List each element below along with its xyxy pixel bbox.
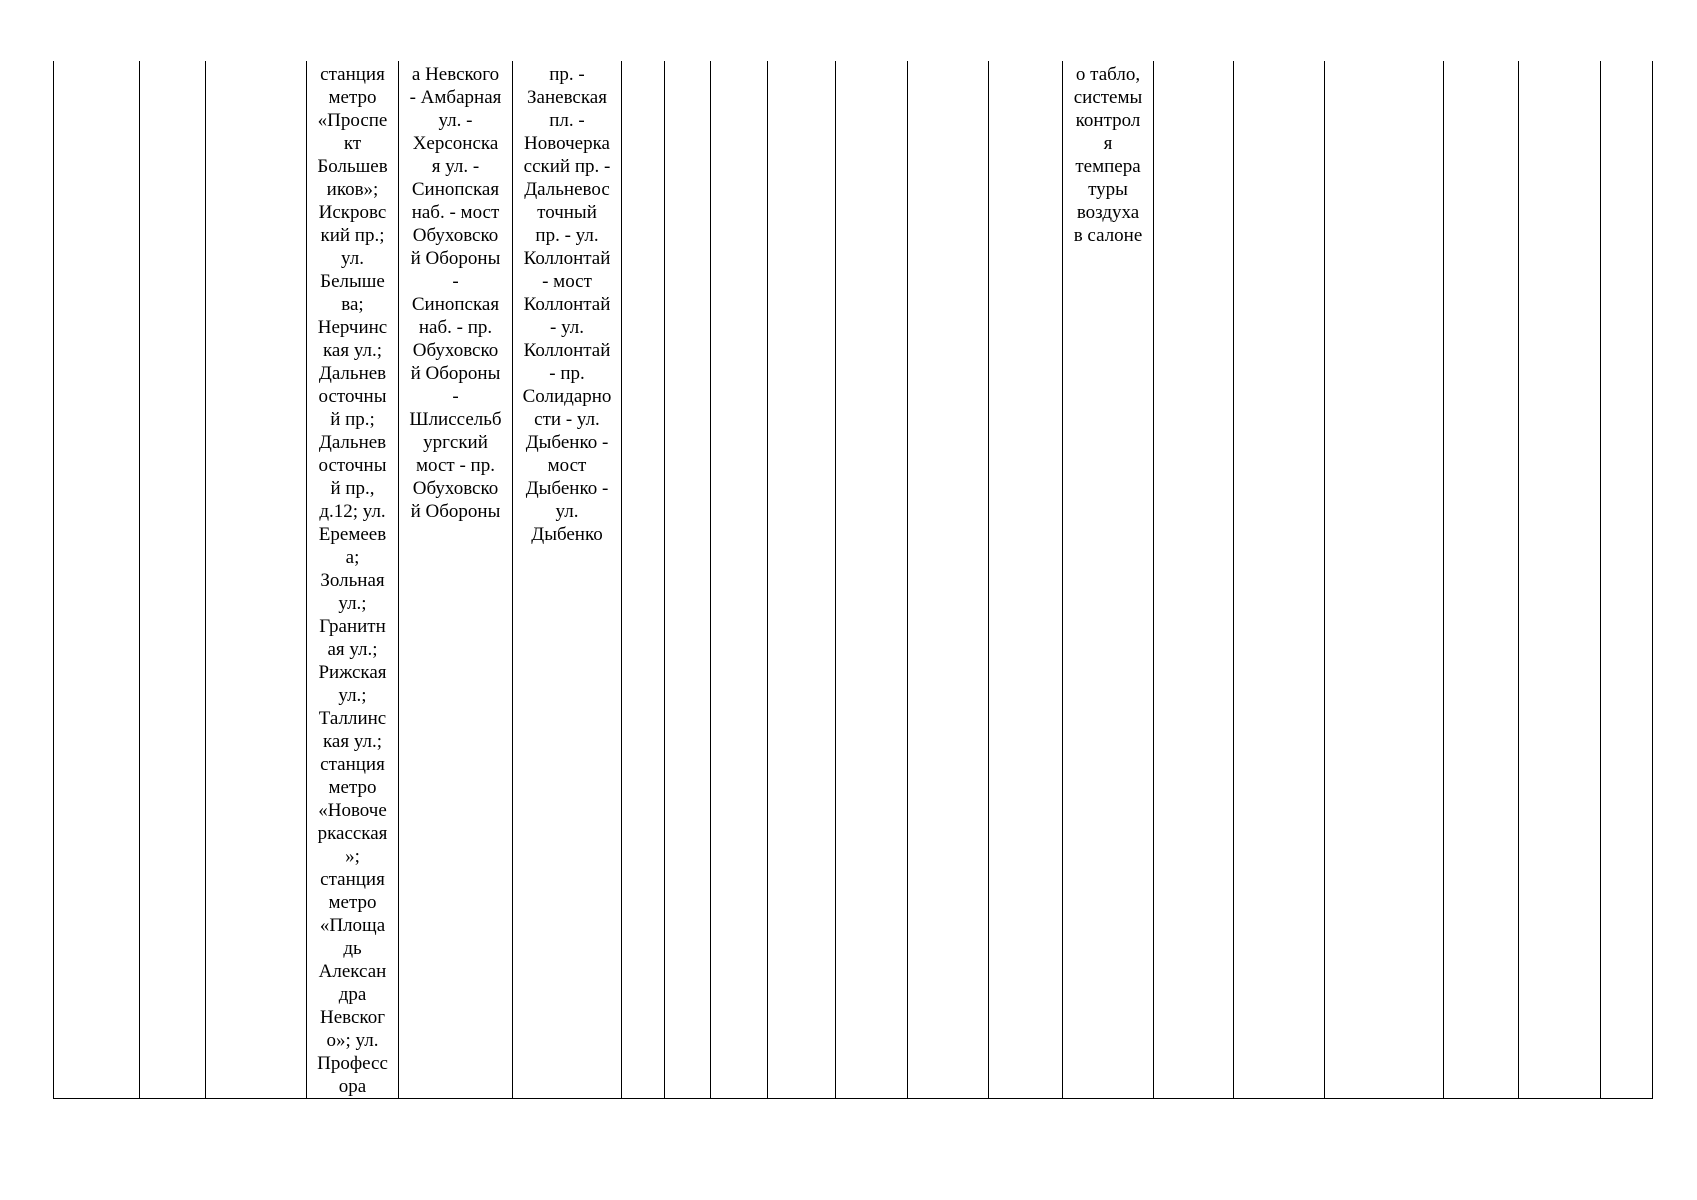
cell-line: Дыбенко (531, 524, 603, 545)
cell-line: а Невского (411, 64, 500, 85)
column-border (205, 61, 206, 1099)
cell-line: Обуховско (412, 478, 499, 499)
cell-line: Таллинс (318, 708, 387, 729)
column-border (1153, 61, 1154, 1099)
cell-line: Зольная (320, 570, 385, 591)
cell-line: кт (343, 133, 362, 154)
cell-line: ва; (341, 294, 364, 315)
cell-line: станция (320, 64, 385, 85)
cell-line: станция (320, 754, 385, 775)
cell-line: »; (345, 846, 360, 867)
cell-line: я ул. - (431, 156, 480, 177)
cell-line: - ул. (550, 317, 584, 338)
column-border (907, 61, 908, 1099)
cell-line: «Новоче (318, 800, 387, 821)
cell-line: Невског (319, 1007, 385, 1028)
cell-line: метро (328, 777, 377, 798)
cell-line: дра (338, 984, 367, 1005)
cell-line: ургский (423, 432, 488, 453)
cell-line: мост - пр. (416, 455, 495, 476)
cell-line: ая ул.; (327, 639, 378, 660)
cell-line: метро (328, 87, 377, 108)
cell-line: Дальнев (318, 432, 387, 453)
column-border (621, 61, 622, 1099)
cell-line: пр. - (549, 64, 585, 85)
cell-line: туры (1088, 179, 1128, 200)
cell-line: дь (343, 938, 362, 959)
column-border (988, 61, 989, 1099)
cell-line: наб. - пр. (418, 317, 493, 338)
cell-line: осточны (318, 455, 387, 476)
cell-line: пр. - ул. (535, 225, 599, 246)
cell-line: Шлиссельб (409, 409, 502, 430)
cell-line: Обуховско (412, 340, 499, 361)
cell-line: - мост (542, 271, 592, 292)
cell-line: - Амбарная (409, 87, 502, 108)
cell-line: воздуха (1076, 202, 1140, 223)
cell-line: сти - ул. (534, 409, 600, 430)
column-border (1324, 61, 1325, 1099)
column-border (835, 61, 836, 1099)
cell-line: Новочерка (524, 133, 610, 154)
cell-line: Коллонтай (523, 248, 611, 269)
cell-line: Заневская (527, 87, 607, 108)
cell-line: Професс (317, 1053, 388, 1074)
cell-line: осточны (318, 386, 387, 407)
column-border (53, 61, 54, 1099)
column-border (1443, 61, 1444, 1099)
cell-line: Синопская (411, 294, 500, 315)
cell-line: я (1103, 133, 1113, 154)
cell-line: Дальневос (524, 179, 610, 200)
cell-line: Нерчинс (317, 317, 388, 338)
column-border (1233, 61, 1234, 1099)
cell-line: й пр.; (330, 409, 375, 430)
column-border (767, 61, 768, 1099)
cell-line: темпера (1075, 156, 1141, 177)
cell-line: контрол (1075, 110, 1141, 131)
cell-line: мост (547, 455, 587, 476)
cell-line: Искровс (318, 202, 387, 223)
column-border (710, 61, 711, 1099)
cell-line: ул.; (338, 593, 367, 614)
cell-line: Дальнев (318, 363, 387, 384)
cell-line: Белыше (320, 271, 385, 292)
cell-line: системы (1073, 87, 1143, 108)
cell-route-backward (513, 63, 621, 546)
cell-line: пл. - (549, 110, 585, 131)
cell-line: ул.; (338, 685, 367, 706)
column-border (1600, 61, 1601, 1099)
cell-line: й Обороны (410, 501, 501, 522)
table-bottom-border (53, 1098, 1653, 1099)
cell-line: наб. - мост (411, 202, 500, 223)
cell-line: точный (537, 202, 597, 223)
column-border (664, 61, 665, 1099)
cell-line: ул. - (438, 110, 473, 131)
cell-line: ул. (341, 248, 364, 269)
cell-line: - пр. (549, 363, 585, 384)
cell-line: Обуховско (412, 225, 499, 246)
cell-line: Синопская (411, 179, 500, 200)
cell-line: кая ул.; (322, 731, 383, 752)
cell-line: Дыбенко - (525, 478, 609, 499)
cell-line: й пр., (330, 478, 375, 499)
cell-line: в салоне (1073, 225, 1143, 246)
cell-route-forward (399, 63, 512, 523)
column-border (1652, 61, 1653, 1099)
cell-line: Рижская (318, 662, 387, 683)
cell-line: Большев (317, 156, 388, 177)
cell-line: Коллонтай (523, 340, 611, 361)
cell-line: Херсонска (412, 133, 499, 154)
cell-line: сский пр. - (523, 156, 611, 177)
cell-line: иков»; (326, 179, 379, 200)
cell-line: д.12; ул. (319, 501, 386, 522)
cell-stops-list (307, 63, 398, 1098)
cell-line: ркасская (317, 823, 388, 844)
cell-line: ора (338, 1076, 367, 1097)
cell-line: ул. (555, 501, 579, 522)
cell-line: Солидарно (522, 386, 612, 407)
cell-line: о табло, (1075, 64, 1141, 85)
cell-line: а; (345, 547, 360, 568)
cell-line: кая ул.; (322, 340, 383, 361)
cell-line: метро (328, 892, 377, 913)
column-border (139, 61, 140, 1099)
cell-line: станция (320, 869, 385, 890)
cell-line: Коллонтай (523, 294, 611, 315)
column-border (1518, 61, 1519, 1099)
cell-line: й Обороны (410, 248, 501, 269)
cell-equipment (1063, 63, 1153, 247)
cell-line: - (452, 386, 459, 407)
cell-line: Дыбенко - (525, 432, 609, 453)
cell-line: кий пр.; (320, 225, 385, 246)
cell-line: - (452, 271, 459, 292)
cell-line: Еремеев (318, 524, 387, 545)
cell-line: «Площа (319, 915, 386, 936)
cell-line: й Обороны (410, 363, 501, 384)
cell-line: Алексан (318, 961, 387, 982)
cell-line: о»; ул. (326, 1030, 379, 1051)
cell-line: «Проспе (317, 110, 388, 131)
cell-line: Гранитн (319, 616, 386, 637)
